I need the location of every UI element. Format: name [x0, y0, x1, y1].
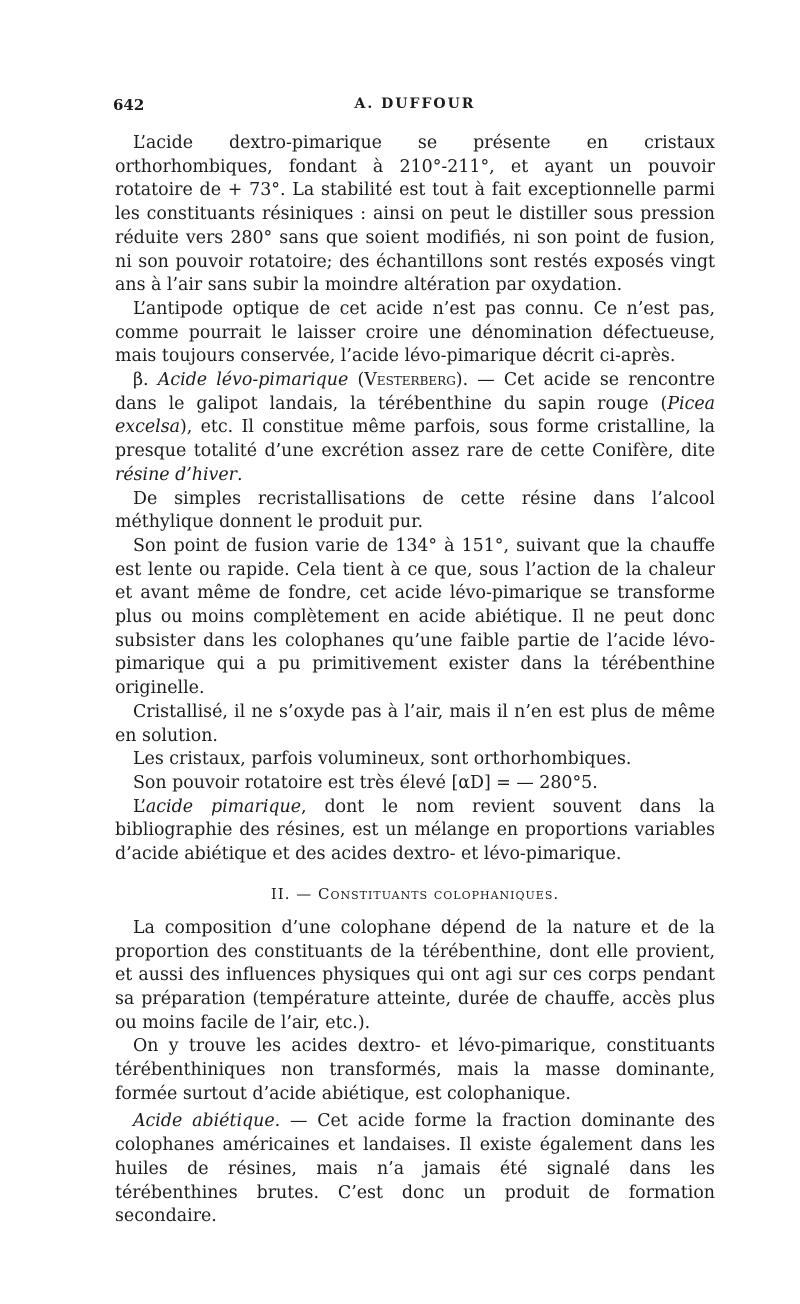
item-label: β. [133, 370, 149, 391]
paragraph-text: , dont le nom revient souvent dans la bibliographie des résines, est un mélange en proportions variables d’acide abiétique et des acides dextro- et lévo-pimarique. [115, 796, 715, 865]
paragraph-end: . [236, 464, 243, 485]
paragraph-composition: La composition d’une colophane dépend de la nature et de la proportion des constituants de la térébenthine, dont elle provient, et aussi des influences physiques qui ont agi sur ces corps pendant sa préparation (température atteinte, durée de chauffe, accès plus ou moins facile de l’air, etc.). [115, 917, 715, 1033]
paragraph-on-y-trouve: On y trouve les acides dextro- et lévo-pimarique, constituants térébenthiniques non transformés, mais la masse dominante, formée surtout d’acide abiétique, est colophanique. [115, 1036, 715, 1104]
term-acide-pimarique: acide pimarique [145, 796, 302, 817]
paragraph-levo-pimarique: β. Acide lévo-pimarique (Vesterberg). — Cet acide se rencontre dans le galipot landais, la térébenthine du sapin rouge (Picea excelsa), etc. Il constitue même parfois, sous forme cristalline, la presque totalité d’une excrétion assez rare de cette Conifère, dite résine d’hiver. [115, 370, 715, 485]
page-header [115, 96, 715, 132]
paragraph-acide-pimarique [115, 796, 715, 867]
species-name: Picea excelsa [115, 393, 715, 438]
paragraph-cristaux: Les cristaux, parfois volumineux, sont orthorhombiques. [133, 749, 632, 770]
paragraph-text: ). — Cet acide se rencontre dans le galipot landais, la térébenthine du sapin rouge ( [115, 370, 715, 414]
paragraph-text: ), etc. Il constitue même parfois, sous forme cristalline, la presque totalité d’une excrétion assez rare de cette Conifère, dite [115, 417, 715, 462]
paragraph-acide-abietique [115, 1110, 715, 1229]
page [115, 96, 715, 1229]
author-name: Vesterberg [364, 370, 456, 391]
page-number: 642 [113, 96, 145, 114]
paragraph-dextro-pimarique: L’acide dextro-pimarique se présente en cristaux orthorhombiques, fondant à 210°-211°, et ayant un pouvoir rotatoire de + 73°. La stabilité est tout à fait exceptionnelle parmi les constituants résiniques : ainsi on peut le distiller sous pression réduite vers 280° sans que soient modifiés, ni son point de fusion, ni son pouvoir rotatoire; des échantillons sont restés exposés vingt ans à l’air sans subir la moindre altération par oxydation. [115, 133, 715, 296]
compound-title: Acide lévo-pimarique [157, 370, 349, 391]
section-numeral: II. — [270, 884, 313, 903]
paragraph-cristallise: Cristallisé, il ne s’oxyde pas à l’air, mais il n’en est plus de même en solution. [115, 701, 715, 746]
section-heading [115, 885, 715, 903]
paragraph-recristallisation: De simples recristallisations de cette résine dans l’alcool méthylique donnent le produit pur. [115, 488, 715, 533]
paragraph-pouvoir-rotatoire: Son pouvoir rotatoire est très élevé [αD] = — 280°5. [133, 772, 598, 793]
paragraph-prefix: L’ [133, 796, 146, 817]
body-text [115, 132, 715, 1229]
running-head: A. DUFFOUR [354, 96, 476, 112]
paragraph-antipode: L’antipode optique de cet acide n’est pas connu. Ce n’est pas, comme pourrait le laisser croire une dénomination défectueuse, mais toujours conservée, l’acide lévo-pimarique décrit ci-après. [115, 298, 715, 367]
compound-title: Acide abiétique. [133, 1111, 281, 1132]
paragraph-point-de-fusion: Son point de fusion varie de 134° à 151°, suivant que la chauffe est lente ou rapide. Cela tient à ce que, sous l’action de la chaleur et avant même de fondre, cet acide lévo-pimarique se transforme plus ou moins complètement en acide abiétique. Il ne peut donc subsister dans les colophanes qu’une faible partie de l’acide lévo-pimarique qui a pu primitivement exister dans la térébenthine originelle. [115, 535, 715, 699]
paragraph-text: — Cet acide forme la fraction dominante des colophanes américaines et landaises. Il existe également dans les huiles de résines, mais n’a jamais été signalé dans les térébenthines brutes. C’est donc un produit de formation secondaire. [115, 1111, 716, 1227]
section-title: Constituants colophaniques. [318, 884, 560, 903]
term-resine-dhiver: résine d’hiver [115, 464, 237, 485]
